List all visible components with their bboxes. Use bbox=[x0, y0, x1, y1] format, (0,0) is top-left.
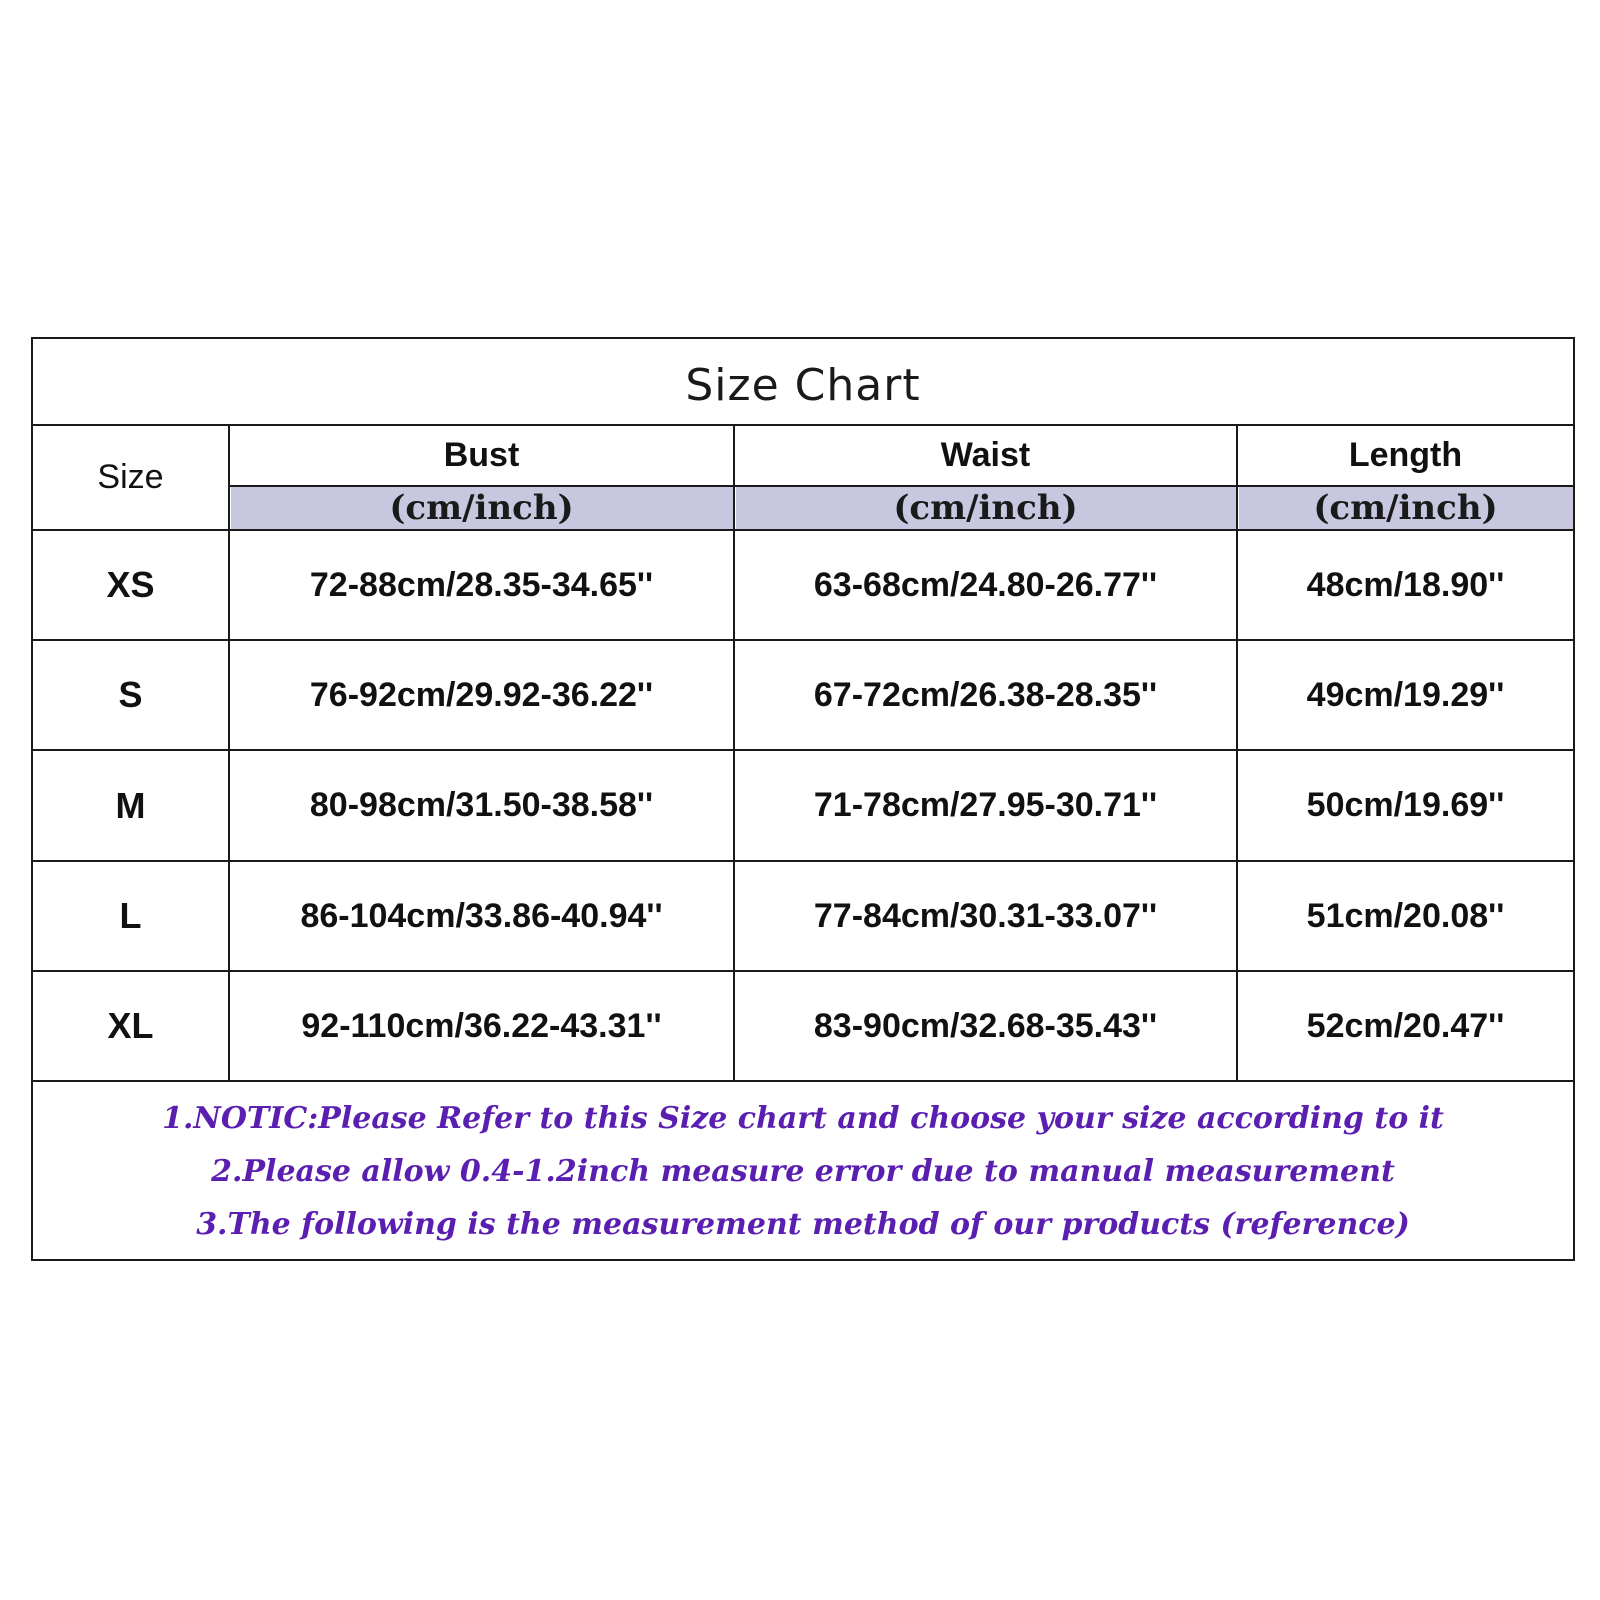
note-line: 3.The following is the measurement method of our products (reference) bbox=[196, 1206, 1410, 1242]
waist-value: 67-72cm/26.38-28.35'' bbox=[813, 675, 1158, 714]
size-label: XL bbox=[107, 1005, 154, 1046]
waist-value: 77-84cm/30.31-33.07'' bbox=[813, 896, 1158, 935]
size-label: L bbox=[119, 895, 142, 936]
length-value: 51cm/20.08'' bbox=[1306, 896, 1505, 935]
waist-value: 83-90cm/32.68-35.43'' bbox=[813, 1006, 1158, 1045]
bust-value: 92-110cm/36.22-43.31'' bbox=[301, 1006, 662, 1045]
bust-unit-label: (cm/inch) bbox=[389, 488, 574, 528]
waist-column-header: Waist bbox=[940, 436, 1031, 474]
waist-value: 71-78cm/27.95-30.71'' bbox=[813, 786, 1158, 824]
waist-unit-label: (cm/inch) bbox=[893, 488, 1078, 528]
note-line: 1.NOTIC:Please Refer to this Size chart and choose your size according to it bbox=[162, 1100, 1444, 1136]
length-column-header: Length bbox=[1348, 436, 1463, 474]
bust-value: 86-104cm/33.86-40.94'' bbox=[300, 896, 663, 935]
bust-value: 72-88cm/28.35-34.65'' bbox=[309, 565, 654, 604]
length-value: 50cm/19.69'' bbox=[1306, 786, 1505, 824]
size-label: M bbox=[115, 784, 146, 826]
bust-value: 80-98cm/31.50-38.58'' bbox=[309, 786, 654, 824]
chart-title: Size Chart bbox=[685, 360, 921, 411]
length-unit-label: (cm/inch) bbox=[1313, 488, 1498, 528]
size-label: S bbox=[118, 674, 143, 715]
size-chart-table bbox=[31, 337, 1575, 1261]
notes-section bbox=[33, 1083, 1573, 1259]
note-line: 2.Please allow 0.4-1.2inch measure error due to manual measurement bbox=[211, 1153, 1395, 1189]
length-value: 49cm/19.29'' bbox=[1306, 675, 1505, 714]
length-value: 52cm/20.47'' bbox=[1306, 1006, 1505, 1045]
length-value: 48cm/18.90'' bbox=[1306, 565, 1505, 604]
bust-column-header: Bust bbox=[443, 436, 520, 474]
bust-value: 76-92cm/29.92-36.22'' bbox=[309, 675, 654, 714]
size-column-header: Size bbox=[97, 458, 164, 496]
waist-value: 63-68cm/24.80-26.77'' bbox=[813, 565, 1158, 604]
notes-divider bbox=[33, 1080, 1573, 1082]
size-label: XS bbox=[106, 564, 155, 605]
